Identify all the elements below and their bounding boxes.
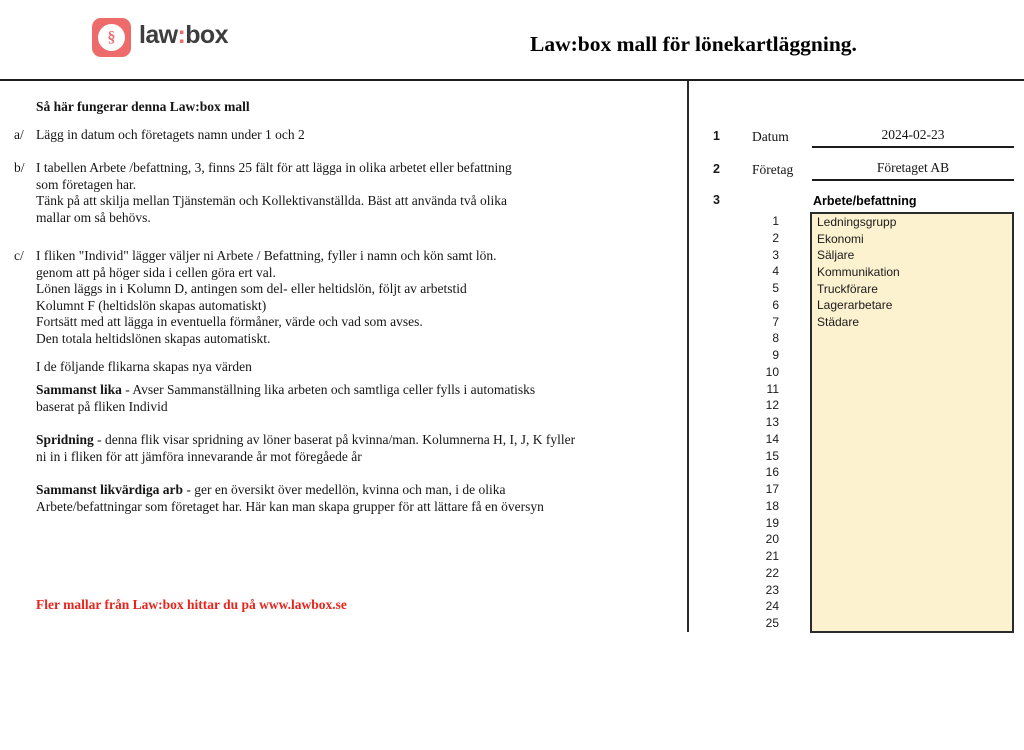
job-row-number: 22 xyxy=(765,565,779,580)
job-cell[interactable]: Kommunikation xyxy=(817,265,900,280)
job-cell[interactable] xyxy=(812,564,1012,581)
instruction-line: baserat på fliken Individ xyxy=(36,398,168,414)
job-row-number: 20 xyxy=(765,532,779,547)
job-cell[interactable] xyxy=(812,447,1012,464)
instruction-block xyxy=(14,482,674,515)
instruction-marker: c/ xyxy=(14,248,24,263)
instruction-line: Lönen läggs in i Kolumn D, antingen som del- eller heltidslön, följt av arbetstid xyxy=(36,281,467,297)
job-row-number: 17 xyxy=(765,482,779,496)
job-cell[interactable] xyxy=(812,614,1012,631)
wordmark-law: law xyxy=(139,21,178,49)
instruction-line: genom att på höger sida i cellen göra ert val. xyxy=(36,264,276,280)
job-row-number: 8 xyxy=(772,331,779,346)
instruction-line: mallar om så behövs. xyxy=(36,209,151,225)
job-cell[interactable]: Ledningsgrupp xyxy=(817,215,897,229)
instruction-line: ni in i fliken för att jämföra innevarande år mot föregåede år xyxy=(36,448,362,464)
field-label: Företag xyxy=(752,162,794,177)
instruction-block xyxy=(14,432,674,465)
instruction-line: Kolumnt F (heltidslön skapas automatiskt) xyxy=(36,297,267,313)
page-title: Law:box mall för lönekartläggning. xyxy=(530,32,857,56)
instruction-line: Lägg in datum och företagets namn under 1 och 2 xyxy=(36,127,305,142)
instruction-line: Den totala heltidslönen skapas automatiskt. xyxy=(36,330,271,346)
logo-circle xyxy=(98,24,125,51)
instruction-line: Sammanst likvärdiga arb - ger en översikt över medellön, kvinna och man, i de olika xyxy=(36,482,506,497)
job-row-numbers xyxy=(741,213,779,632)
job-cell[interactable] xyxy=(812,514,1012,531)
instruction-block xyxy=(14,127,674,144)
wordmark-colon: : xyxy=(177,21,186,49)
instruction-block xyxy=(14,359,674,376)
job-row-number: 11 xyxy=(766,381,779,396)
job-row-number: 14 xyxy=(765,431,779,446)
job-cell[interactable] xyxy=(812,414,1012,431)
header-divider-line xyxy=(0,79,1024,81)
job-cell[interactable]: Lagerarbetare xyxy=(817,298,893,313)
instruction-line: I de följande flikarna skapas nya värden xyxy=(36,359,252,374)
form-field-row xyxy=(687,160,1024,182)
job-row-number: 12 xyxy=(765,398,779,413)
job-cell[interactable] xyxy=(812,497,1012,514)
job-row-number: 13 xyxy=(765,415,779,429)
field-value-företag[interactable]: Företaget AB xyxy=(812,160,1014,181)
lawbox-logo xyxy=(92,18,131,57)
job-row-number: 6 xyxy=(772,297,779,312)
job-cell[interactable] xyxy=(812,431,1012,448)
instruction-line: I fliken "Individ" lägger väljer ni Arbete / Befattning, fyller i namn och kön samt lön. xyxy=(36,248,497,263)
instruction-block xyxy=(14,248,674,348)
instruction-line: Arbete/befattningar som företaget har. Här kan man skapa grupper för att lättare få en översyn xyxy=(36,498,544,514)
job-row-number: 16 xyxy=(765,465,779,480)
form-field-row xyxy=(687,127,1024,149)
job-row-number: 3 xyxy=(772,247,779,262)
footer-note-link: Fler mallar från Law:box hittar du på www.lawbox.se xyxy=(36,597,347,612)
instruction-line: som företagen har. xyxy=(36,176,137,192)
job-row-number: 5 xyxy=(772,281,779,295)
instruction-line: Tänk på att skilja mellan Tjänstemän och Kollektivanställda. Bäst att använda två olika xyxy=(36,193,507,209)
job-row-number: 15 xyxy=(765,448,779,463)
job-row-number: 25 xyxy=(765,616,779,630)
job-cell[interactable] xyxy=(812,547,1012,564)
job-cell[interactable] xyxy=(812,531,1012,548)
job-cell[interactable]: Ekonomi xyxy=(817,231,864,246)
lawbox-wordmark xyxy=(139,21,228,50)
instruction-marker: a/ xyxy=(14,127,24,142)
job-cell[interactable] xyxy=(812,381,1012,398)
job-row-number: 24 xyxy=(765,599,779,614)
instruction-block xyxy=(14,382,674,415)
job-row-number: 19 xyxy=(765,515,779,530)
instruction-line: I tabellen Arbete /befattning, 3, finns 25 fält för att lägga in olika arbetet eller befattning xyxy=(36,160,512,175)
job-cell[interactable] xyxy=(812,581,1012,598)
job-cell[interactable]: Säljare xyxy=(817,248,855,263)
instructions-heading: Så här fungerar denna Law:box mall xyxy=(36,99,250,114)
job-list-table xyxy=(810,212,1014,633)
job-row-number: 2 xyxy=(772,230,779,245)
job-row-number: 21 xyxy=(765,549,779,563)
instruction-line: Spridning - denna flik visar spridning av löner baserat på kvinna/man. Kolumnerna H, I, J, K fyller xyxy=(36,432,576,447)
instruction-block xyxy=(14,160,674,226)
job-row-number: 9 xyxy=(772,348,779,362)
field-value-datum[interactable]: 2024-02-23 xyxy=(812,127,1014,148)
job-cell[interactable] xyxy=(812,364,1012,381)
job-cell[interactable] xyxy=(812,481,1012,498)
job-row-number: 1 xyxy=(772,214,779,228)
job-cell[interactable]: Truckförare xyxy=(817,281,878,296)
instruction-line: Fortsätt med att lägga in eventuella förmåner, värde och vad som avses. xyxy=(36,314,423,330)
job-cell[interactable] xyxy=(812,331,1012,348)
instruction-marker: b/ xyxy=(14,160,25,175)
instruction-line: Sammanst lika - Avser Sammanställning lika arbeten och samtliga celler fylls i automatisks xyxy=(36,382,536,397)
list-number-label: 3 xyxy=(713,193,720,207)
job-row-number: 18 xyxy=(765,498,779,513)
job-row-number: 4 xyxy=(772,264,779,279)
job-cell[interactable] xyxy=(812,597,1012,614)
job-cell[interactable] xyxy=(812,397,1012,414)
field-label: Datum xyxy=(752,129,789,144)
job-cell[interactable]: Städare xyxy=(817,315,860,330)
wordmark-box: box xyxy=(185,21,228,49)
job-cell[interactable] xyxy=(812,464,1012,481)
job-row-number: 7 xyxy=(772,314,779,329)
job-list-header: Arbete/befattning xyxy=(813,194,917,208)
field-number-label: 1 xyxy=(713,129,720,143)
field-number-label: 2 xyxy=(713,162,720,176)
paragraph-section-icon: § xyxy=(107,28,116,46)
job-cell[interactable] xyxy=(812,347,1012,364)
job-row-number: 23 xyxy=(765,582,779,597)
job-row-number: 10 xyxy=(765,364,779,379)
